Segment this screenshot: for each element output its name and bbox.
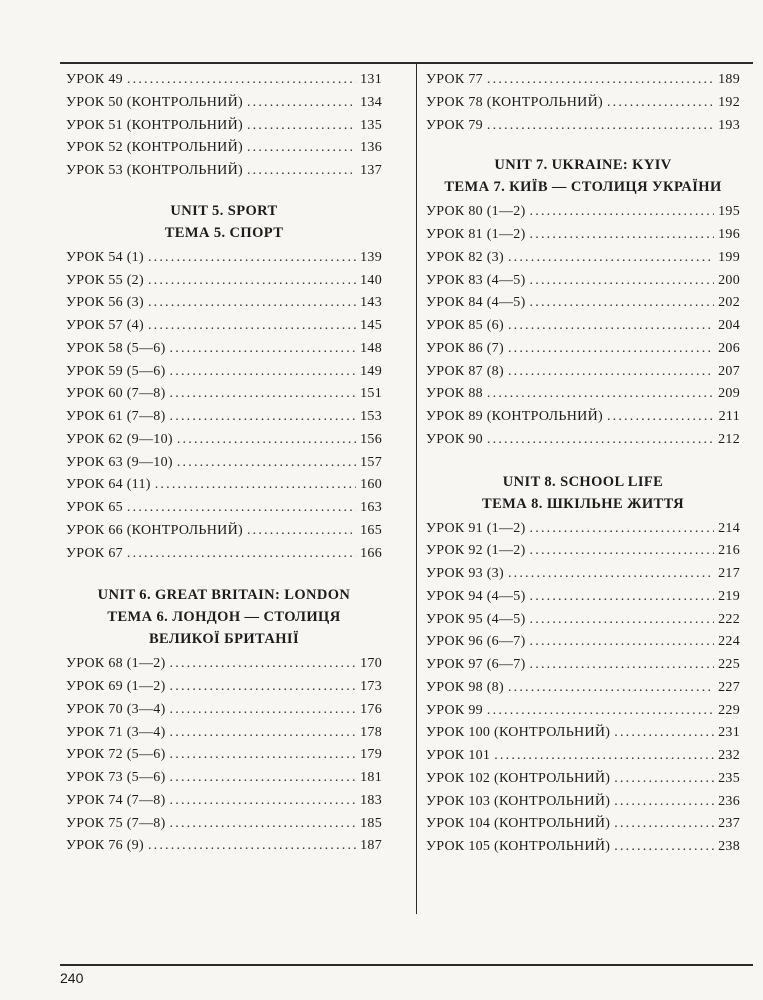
toc-entry-page: 163	[360, 500, 382, 515]
toc-entry-page: 166	[360, 545, 382, 561]
toc-entry-page: 231	[718, 725, 740, 741]
toc-entry	[66, 250, 382, 273]
toc-entry-label: УРОК 100 (КОНТРОЛЬНИЙ)	[426, 725, 611, 741]
dot-leader	[614, 725, 714, 741]
toc-entry-page: 224	[718, 634, 740, 650]
toc-entry-label: УРОК 60 (7—8)	[66, 386, 166, 402]
toc-column-left	[66, 72, 382, 861]
toc-entry-label: УРОК 75 (7—8)	[66, 815, 166, 831]
toc-entry-page: 202	[718, 295, 740, 311]
dot-leader	[487, 703, 714, 719]
dot-leader	[607, 409, 715, 425]
toc-entry-label: УРОК 87 (8)	[426, 363, 504, 379]
toc-entry-label: УРОК 93 (3)	[426, 566, 504, 581]
toc-entry-label: УРОК 59 (5—6)	[66, 363, 166, 379]
toc-entry	[66, 432, 382, 455]
toc-entry	[426, 794, 740, 817]
toc-entry-label: УРОК 92 (1—2)	[426, 543, 526, 559]
toc-entry	[426, 748, 740, 771]
dot-leader	[177, 432, 356, 448]
toc-entry	[426, 521, 740, 544]
toc-entry-label: УРОК 49	[66, 72, 123, 87]
toc-entry-label: УРОК 82 (3)	[426, 249, 504, 265]
toc-entry-page: 156	[360, 431, 382, 447]
toc-entry-page: 200	[718, 272, 740, 288]
dot-leader	[148, 318, 356, 334]
unit-title: UNIT 6. GREAT BRITAIN: LONDON	[97, 587, 351, 604]
toc-entry-label: УРОК 105 (КОНТРОЛЬНИЙ)	[426, 839, 611, 854]
toc-entry	[426, 771, 740, 794]
unit-title: UNIT 7. UKRAINE: KYIV	[494, 157, 672, 174]
dot-leader	[247, 95, 356, 111]
toc-entry-label: УРОК 61 (7—8)	[66, 409, 166, 424]
toc-entry-page: 237	[718, 816, 740, 832]
toc-entry-page: 217	[718, 566, 740, 581]
dot-leader	[247, 163, 356, 179]
toc-entry	[426, 657, 740, 680]
toc-entry-page: 160	[360, 477, 382, 493]
toc-entry-page: 165	[360, 522, 382, 538]
toc-entry	[66, 546, 382, 569]
toc-entry-page: 136	[360, 140, 382, 156]
toc-entry-page: 229	[718, 702, 740, 718]
toc-entry	[426, 341, 740, 364]
toc-entry	[66, 409, 382, 432]
toc-entry-page: 199	[718, 249, 740, 265]
dot-leader	[487, 72, 714, 88]
toc-entry-label: УРОК 68 (1—2)	[66, 656, 166, 672]
toc-entry-label: УРОК 84 (4—5)	[426, 295, 526, 311]
dot-leader	[530, 543, 715, 559]
toc-entry-label: УРОК 53 (КОНТРОЛЬНИЙ)	[66, 163, 243, 178]
toc-entry	[66, 838, 382, 861]
toc-entry-label: УРОК 64 (11)	[66, 477, 151, 493]
toc-entry-page: 225	[718, 657, 740, 672]
dot-leader	[170, 656, 357, 672]
toc-entry	[426, 318, 740, 341]
section-heading	[66, 584, 382, 650]
dot-leader	[508, 318, 714, 334]
toc-entry-page: 214	[718, 520, 740, 536]
toc-entry-label: УРОК 73 (5—6)	[66, 770, 166, 785]
dot-leader	[148, 295, 356, 311]
page-number: 240	[60, 970, 84, 986]
toc-entry-page: 134	[360, 94, 382, 110]
toc-entry-label: УРОК 55 (2)	[66, 272, 144, 288]
toc-entry-page: 189	[718, 72, 740, 87]
toc-entry-label: УРОК 97 (6—7)	[426, 657, 526, 672]
topic-title: ТЕМА 5. СПОРТ	[164, 224, 284, 241]
dot-leader	[170, 770, 357, 786]
toc-entry-label: УРОК 77	[426, 72, 483, 87]
toc-entry-label: УРОК 56 (3)	[66, 295, 144, 311]
toc-entry-page: 222	[718, 611, 740, 627]
toc-entry-page: 170	[360, 656, 382, 672]
toc-entry-label: УРОК 50 (КОНТРОЛЬНИЙ)	[66, 94, 243, 110]
toc-entry	[66, 725, 382, 748]
dot-leader	[530, 634, 715, 650]
toc-entry-page: 183	[360, 792, 382, 808]
toc-entry	[66, 163, 382, 186]
dot-leader	[155, 477, 356, 493]
unit-title: UNIT 8. SCHOOL LIFE	[502, 473, 664, 490]
dot-leader	[530, 295, 715, 311]
dot-leader	[530, 273, 715, 289]
toc-entry	[66, 455, 382, 478]
toc-entry-label: УРОК 78 (КОНТРОЛЬНИЙ)	[426, 94, 603, 110]
toc-entry	[66, 500, 382, 523]
toc-entry	[426, 680, 740, 703]
toc-entry	[66, 816, 382, 839]
toc-entry	[426, 72, 740, 95]
dot-leader	[530, 204, 715, 220]
toc-entry-label: УРОК 83 (4—5)	[426, 272, 526, 288]
toc-entry	[66, 386, 382, 409]
toc-entry-page: 195	[718, 204, 740, 220]
toc-entry-label: УРОК 54 (1)	[66, 249, 144, 265]
toc-entry-label: УРОК 71 (3—4)	[66, 724, 166, 740]
toc-entry-page: 179	[360, 747, 382, 763]
dot-leader	[487, 432, 714, 448]
dot-leader	[614, 771, 714, 787]
dot-leader	[530, 612, 715, 628]
toc-entry	[426, 612, 740, 635]
toc-entry-label: УРОК 51 (КОНТРОЛЬНИЙ)	[66, 117, 243, 133]
toc-entry	[426, 204, 740, 227]
toc-entry-label: УРОК 79	[426, 117, 483, 133]
toc-entry-page: 139	[360, 249, 382, 265]
topic-title: ТЕМА 8. ШКІЛЬНЕ ЖИТТЯ	[482, 495, 684, 512]
toc-entry-page: 232	[718, 748, 740, 763]
toc-entry	[66, 118, 382, 141]
toc-entry-label: УРОК 81 (1—2)	[426, 227, 526, 242]
topic-title: ВЕЛИКОЇ БРИТАНІЇ	[148, 631, 300, 648]
toc-entry	[426, 409, 740, 432]
toc-entry	[66, 523, 382, 546]
toc-entry-label: УРОК 95 (4—5)	[426, 611, 526, 627]
toc-entry	[66, 656, 382, 679]
dot-leader	[148, 250, 356, 266]
toc-entry-page: 192	[718, 94, 740, 110]
toc-entry-page: 148	[360, 340, 382, 356]
toc-entry-label: УРОК 85 (6)	[426, 318, 504, 333]
dot-leader	[508, 364, 714, 380]
toc-entry	[426, 364, 740, 387]
toc-entry-page: 236	[718, 793, 740, 809]
toc-entry	[66, 793, 382, 816]
toc-entry	[66, 341, 382, 364]
dot-leader	[530, 227, 715, 243]
toc-entry	[426, 543, 740, 566]
dot-leader	[530, 589, 715, 605]
dot-leader	[614, 794, 714, 810]
toc-entry-page: 206	[718, 340, 740, 356]
toc-entry-label: УРОК 52 (КОНТРОЛЬНИЙ)	[66, 140, 243, 156]
toc-entry	[426, 589, 740, 612]
dot-leader	[614, 816, 714, 832]
toc-entry-page: 143	[360, 295, 382, 311]
toc-entry-page: 137	[360, 163, 382, 178]
dot-leader	[170, 793, 357, 809]
toc-entry-label: УРОК 98 (8)	[426, 679, 504, 695]
toc-entry-page: 187	[360, 838, 382, 854]
toc-entry	[426, 386, 740, 409]
toc-entry	[66, 72, 382, 95]
toc-entry	[66, 95, 382, 118]
toc-entry-page: 181	[360, 770, 382, 785]
toc-entry-page: 207	[718, 363, 740, 379]
bottom-rule	[60, 964, 753, 966]
toc-entry-label: УРОК 80 (1—2)	[426, 204, 526, 220]
toc-entry-page: 140	[360, 272, 382, 288]
toc-entry	[426, 703, 740, 726]
toc-entry-page: 211	[718, 409, 740, 424]
toc-entry-label: УРОК 63 (9—10)	[66, 454, 173, 470]
dot-leader	[170, 364, 357, 380]
toc-entry-page: 178	[360, 724, 382, 740]
dot-leader	[170, 386, 357, 402]
toc-entry	[426, 725, 740, 748]
dot-leader	[177, 455, 356, 471]
toc-entry-page: 157	[360, 454, 382, 470]
dot-leader	[127, 72, 356, 88]
column-divider	[416, 62, 417, 914]
toc-entry	[66, 364, 382, 387]
dot-leader	[247, 118, 356, 134]
toc-entry	[426, 816, 740, 839]
toc-entry-page: 212	[718, 431, 740, 447]
toc-entry	[66, 747, 382, 770]
dot-leader	[530, 657, 715, 673]
toc-entry-label: УРОК 89 (КОНТРОЛЬНИЙ)	[426, 409, 603, 424]
toc-entry-page: 209	[718, 386, 740, 402]
toc-entry-label: УРОК 86 (7)	[426, 340, 504, 356]
top-rule	[60, 62, 753, 64]
section-heading	[426, 471, 740, 515]
toc-entry-page: 227	[718, 679, 740, 695]
toc-entry-label: УРОК 57 (4)	[66, 318, 144, 333]
toc-entry-label: УРОК 74 (7—8)	[66, 792, 166, 808]
dot-leader	[170, 409, 357, 425]
toc-entry-label: УРОК 94 (4—5)	[426, 588, 526, 604]
toc-entry-label: УРОК 65	[66, 500, 123, 515]
toc-entry-page: 204	[718, 318, 740, 333]
dot-leader	[487, 118, 714, 134]
toc-entry-page: 135	[360, 117, 382, 133]
toc-entry-label: УРОК 69 (1—2)	[66, 679, 166, 694]
dot-leader	[170, 679, 357, 695]
toc-entry-label: УРОК 91 (1—2)	[426, 520, 526, 536]
dot-leader	[508, 566, 714, 582]
toc-entry-page: 131	[360, 72, 382, 87]
toc-entry	[426, 118, 740, 141]
toc-entry-label: УРОК 102 (КОНТРОЛЬНИЙ)	[426, 770, 611, 786]
toc-entry	[66, 318, 382, 341]
toc-entry-label: УРОК 58 (5—6)	[66, 340, 166, 356]
toc-entry-label: УРОК 70 (3—4)	[66, 701, 166, 717]
topic-title: ТЕМА 6. ЛОНДОН — СТОЛИЦЯ	[107, 609, 341, 626]
dot-leader	[508, 341, 714, 357]
dot-leader	[148, 273, 356, 289]
toc-entry-page: 216	[718, 543, 740, 559]
dot-leader	[170, 725, 357, 741]
dot-leader	[487, 386, 714, 402]
toc-entry-label: УРОК 96 (6—7)	[426, 634, 526, 650]
dot-leader	[494, 748, 714, 764]
unit-title: UNIT 5. SPORT	[170, 202, 278, 219]
toc-entry	[426, 566, 740, 589]
toc-entry-page: 235	[718, 770, 740, 786]
dot-leader	[247, 523, 356, 539]
toc-entry-label: УРОК 90	[426, 431, 483, 447]
toc-entry	[66, 702, 382, 725]
dot-leader	[127, 500, 356, 516]
toc-entry-label: УРОК 88	[426, 386, 483, 402]
toc-entry-label: УРОК 62 (9—10)	[66, 431, 173, 447]
dot-leader	[170, 341, 357, 357]
dot-leader	[170, 747, 357, 763]
toc-entry	[426, 295, 740, 318]
section-heading	[66, 200, 382, 244]
toc-entry-label: УРОК 66 (КОНТРОЛЬНИЙ)	[66, 522, 243, 538]
toc-entry-page: 185	[360, 815, 382, 831]
toc-entry-label: УРОК 67	[66, 545, 123, 561]
toc-entry-page: 219	[718, 588, 740, 604]
toc-entry-page: 153	[360, 409, 382, 424]
toc-entry	[426, 839, 740, 862]
section-heading	[426, 154, 740, 198]
dot-leader	[607, 95, 714, 111]
toc-entry	[66, 679, 382, 702]
dot-leader	[170, 816, 357, 832]
dot-leader	[148, 838, 356, 854]
toc-entry	[66, 477, 382, 500]
toc-entry-page: 238	[718, 839, 740, 854]
toc-entry-page: 149	[360, 363, 382, 379]
toc-entry	[426, 634, 740, 657]
topic-title: ТЕМА 7. КИЇВ — СТОЛИЦЯ УКРАЇНИ	[444, 179, 722, 196]
toc-entry	[66, 140, 382, 163]
toc-entry	[426, 273, 740, 296]
toc-entry-label: УРОК 104 (КОНТРОЛЬНИЙ)	[426, 816, 611, 832]
toc-entry-page: 145	[360, 318, 382, 333]
toc-entry	[426, 227, 740, 250]
toc-column-right	[426, 72, 740, 862]
toc-entry-page: 173	[360, 679, 382, 694]
toc-entry	[426, 95, 740, 118]
dot-leader	[508, 250, 714, 266]
toc-entry-label: УРОК 76 (9)	[66, 838, 144, 854]
toc-entry	[426, 432, 740, 455]
toc-entry-label: УРОК 99	[426, 702, 483, 718]
toc-entry	[66, 295, 382, 318]
toc-entry-page: 176	[360, 701, 382, 717]
toc-entry-label: УРОК 101	[426, 748, 491, 763]
dot-leader	[530, 521, 715, 537]
dot-leader	[247, 140, 356, 156]
dot-leader	[127, 546, 356, 562]
dot-leader	[614, 839, 714, 855]
toc-entry-page: 151	[360, 386, 382, 402]
toc-entry-label: УРОК 103 (КОНТРОЛЬНИЙ)	[426, 793, 611, 809]
toc-entry-label: УРОК 72 (5—6)	[66, 747, 166, 763]
toc-entry-page: 196	[718, 227, 740, 242]
toc-entry	[66, 770, 382, 793]
toc-entry	[426, 250, 740, 273]
dot-leader	[170, 702, 357, 718]
toc-entry-page: 193	[718, 117, 740, 133]
toc-entry	[66, 273, 382, 296]
dot-leader	[508, 680, 714, 696]
